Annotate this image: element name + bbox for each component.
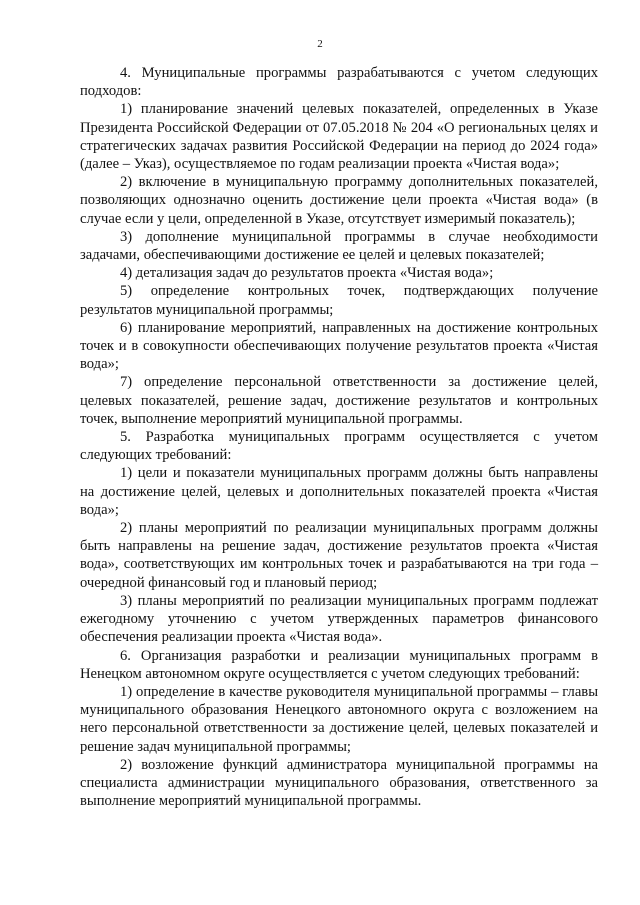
paragraph-item: 7) определение персональной ответственности за достижение целей, целевых показателей, решение задач, достижение результатов и контрольных точек, выполнение мероприятий муниципальной программы. [80,374,598,427]
page-number: 2 [317,38,323,50]
paragraph-item: 3) планы мероприятий по реализации муниципальных программ подлежат ежегодному уточнению с учетом утвержденных параметров финансового обеспечения реализации проекта «Чистая вода». [80,592,598,646]
paragraph-item: 1) цели и показатели муниципальных программ должны быть направлены на достижение целей, целевых и дополнительных показателей проекта «Чистая вода»; [80,465,598,518]
document-body [80,64,598,810]
paragraph-item: 5) определение контрольных точек, подтверждающих получение результатов муниципальной программы; [80,283,598,318]
paragraph-item: 2) возложение функций администратора муниципальной программы на специалиста администрации муниципального образования, ответственного за выполнение мероприятий муниципальной программы. [80,756,598,810]
paragraph-section-4: 4. Муниципальные программы разрабатываются с учетом следующих подходов: [80,65,598,100]
paragraph-item: 6) планирование мероприятий, направленных на достижение контрольных точек и в совокупности обеспечивающих получение результатов проекта «Чистая вода»; [80,319,598,373]
paragraph-item: 1) планирование значений целевых показателей, определенных в Указе Президента Российской Федерации от 07.05.2018 № 204 «О региональных целях и стратегических задачах развития Российской Федерации на период до 2024 года» (далее – Указ), осуществляемое по годам реализации проекта «Чистая вода»; [80,101,598,173]
paragraph-section-5: 5. Разработка муниципальных программ осуществляется с учетом следующих требований: [80,429,598,464]
paragraph-item: 3) дополнение муниципальной программы в случае необходимости задачами, обеспечивающими достижение ее целей и целевых показателей; [80,228,598,264]
paragraph-item: 4) детализация задач до результатов проекта «Чистая вода»; [120,265,494,282]
paragraph-section-6: 6. Организация разработки и реализации муниципальных программ в Ненецком автономном округе осуществляется с учетом следующих требований: [80,647,598,682]
paragraph-item: 1) определение в качестве руководителя муниципальной программы – главы муниципального образования Ненецкого автономного округа с возложением на него персональной ответственности за достижение целей, целевых показателей и решение задач муниципальной программы; [80,683,598,755]
paragraph-item: 2) включение в муниципальную программу дополнительных показателей, позволяющих однозначно оценить достижение цели проекта «Чистая вода» (в случае если у цели, определенной в Указе, отсутствует измеримый показатель); [80,174,598,227]
paragraph-item: 2) планы мероприятий по реализации муниципальных программ должны быть направлены на решение задач, достижение результатов проекта «Чистая вода», соответствующих им контрольных точек и разрабатываются на три года – очередной финансовый год и плановый период; [80,520,598,591]
